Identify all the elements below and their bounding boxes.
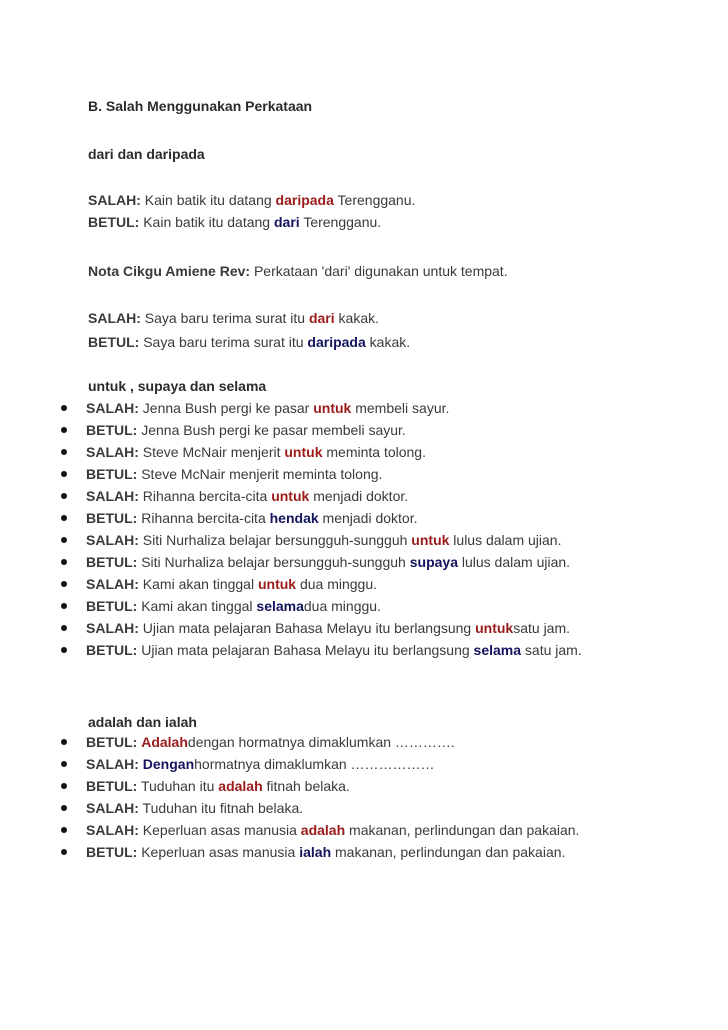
- example-text: makanan, perlindungan dan pakaian.: [335, 844, 566, 860]
- bullet-icon: [61, 805, 67, 811]
- example-text: menjadi doktor.: [322, 510, 418, 526]
- example-text: makanan, perlindungan dan pakaian.: [349, 822, 580, 838]
- list-item: [0, 841, 579, 863]
- label-salah: SALAH:: [86, 822, 139, 838]
- bullet-icon: [61, 581, 67, 587]
- example-text: Jenna Bush pergi ke pasar: [142, 400, 310, 416]
- wrong-word: untuk: [475, 620, 514, 636]
- bullet-icon: [61, 739, 67, 745]
- label-salah: SALAH:: [86, 620, 139, 636]
- label-salah: SALAH:: [86, 532, 139, 548]
- example-text: Ujian mata pelajaran Bahasa Melayu itu berlangsung: [142, 620, 472, 636]
- example-text: lulus dalam ujian.: [461, 554, 571, 570]
- bullet-icon: [61, 405, 67, 411]
- example-text: Tuduhan itu: [140, 778, 215, 794]
- wrong-word: daripada: [275, 192, 334, 208]
- section-title-untuk-supaya-selama: untuk , supaya dan selama: [88, 378, 267, 394]
- right-word: daripada: [307, 334, 366, 350]
- list-item: [0, 753, 579, 775]
- example-text: Saya baru terima surat itu: [144, 310, 306, 326]
- wrong-word: untuk: [411, 532, 450, 548]
- label-betul: BETUL:: [86, 844, 138, 860]
- example-text: Kami akan tinggal: [142, 576, 255, 592]
- example-text: Steve McNair menjerit: [142, 444, 281, 460]
- label-betul: BETUL:: [86, 778, 138, 794]
- wrong-word: untuk: [313, 400, 352, 416]
- list-item: [0, 639, 582, 661]
- label-salah: SALAH:: [86, 444, 139, 460]
- label-betul: BETUL:: [88, 214, 140, 230]
- right-word: hendak: [269, 510, 319, 526]
- wrong-word: Adalah: [141, 734, 188, 750]
- bullet-icon: [61, 761, 67, 767]
- example-text: Jenna Bush pergi ke pasar membeli sayur.: [141, 422, 406, 438]
- label-betul: BETUL:: [86, 554, 138, 570]
- list-item: [0, 397, 582, 419]
- example-text: satu jam.: [524, 642, 582, 658]
- list-item: [0, 463, 582, 485]
- bullet-icon: [61, 449, 67, 455]
- example-text: Ujian mata pelajaran Bahasa Melayu itu berlangsung: [141, 642, 470, 658]
- note-text: Perkataan 'dari' digunakan untuk tempat.: [253, 263, 508, 279]
- right-word: selama: [256, 598, 304, 614]
- bullet-icon: [61, 427, 67, 433]
- label-betul: BETUL:: [86, 642, 138, 658]
- example-text: menjadi doktor.: [313, 488, 409, 504]
- list-item: [0, 617, 582, 639]
- list-item: [0, 419, 582, 441]
- section-title-dari-daripada: dari dan daripada: [88, 146, 205, 162]
- bullet-icon: [61, 783, 67, 789]
- wrong-word: untuk: [271, 488, 310, 504]
- example-text: Kami akan tinggal: [141, 598, 253, 614]
- label-betul: BETUL:: [86, 510, 138, 526]
- label-salah: SALAH:: [88, 192, 141, 208]
- page-heading: B. Salah Menggunakan Perkataan: [88, 98, 313, 114]
- example-text: kakak.: [369, 334, 411, 350]
- wrong-word: untuk: [284, 444, 323, 460]
- example-text: Terengganu.: [303, 214, 382, 230]
- label-salah: SALAH:: [86, 400, 139, 416]
- example-list-adalah: [0, 731, 579, 863]
- section-title-adalah-ialah: adalah dan ialah: [88, 714, 197, 730]
- example-text: Rihanna bercita-cita: [142, 488, 268, 504]
- list-item: [0, 573, 582, 595]
- example-text: Kain batik itu datang: [143, 214, 271, 230]
- example-text: dua minggu.: [303, 598, 381, 614]
- list-item: [0, 595, 582, 617]
- list-item: [0, 797, 579, 819]
- example-text: kakak.: [338, 310, 380, 326]
- list-item: [0, 441, 582, 463]
- list-item: [0, 775, 579, 797]
- bullet-icon: [61, 849, 67, 855]
- example-text: Tuduhan itu fitnah belaka.: [142, 800, 304, 816]
- bullet-icon: [61, 647, 67, 653]
- bullet-icon: [61, 537, 67, 543]
- example-text: membeli sayur.: [355, 400, 450, 416]
- note-label: Nota Cikgu Amiene Rev:: [88, 263, 251, 279]
- wrong-word: untuk: [257, 576, 297, 592]
- example-text: Kain batik itu datang: [144, 192, 272, 208]
- example-text: fitnah belaka.: [266, 778, 350, 794]
- example-text: satu jam.: [513, 620, 571, 636]
- label-betul: BETUL:: [86, 734, 138, 750]
- bullet-icon: [61, 827, 67, 833]
- example-text: dengan hormatnya dimaklumkan ………….: [187, 734, 455, 750]
- right-word: ialah: [299, 844, 332, 860]
- example-text: lulus dalam ujian.: [453, 532, 562, 548]
- label-salah: SALAH:: [86, 576, 139, 592]
- bullet-icon: [61, 515, 67, 521]
- label-betul: BETUL:: [86, 422, 138, 438]
- example-text: hormatnya dimaklumkan ………………: [194, 756, 435, 772]
- example-text: Keperluan asas manusia: [141, 844, 296, 860]
- example-text: meminta tolong.: [326, 444, 426, 460]
- bullet-icon: [61, 625, 67, 631]
- teacher-note: [88, 262, 508, 280]
- right-word: Dengan: [142, 756, 195, 772]
- right-word: selama: [473, 642, 522, 658]
- example-list-untuk: [0, 397, 582, 661]
- bullet-icon: [61, 559, 67, 565]
- wrong-word: dari: [308, 310, 335, 326]
- example-text: Steve McNair menjerit meminta tolong.: [141, 466, 383, 482]
- list-item: [0, 507, 582, 529]
- example-text: Rihanna bercita-cita: [141, 510, 266, 526]
- example-text: Saya baru terima surat itu: [143, 334, 304, 350]
- list-item: [0, 485, 582, 507]
- label-salah: SALAH:: [88, 310, 141, 326]
- example-text: Terengganu.: [337, 192, 416, 208]
- label-betul: BETUL:: [86, 466, 138, 482]
- label-salah: SALAH:: [86, 488, 139, 504]
- list-item: [0, 819, 579, 841]
- right-word: dari: [273, 214, 300, 230]
- label-betul: BETUL:: [88, 334, 140, 350]
- example-salah-1: [88, 191, 415, 209]
- example-betul-2: [88, 333, 410, 351]
- list-item: [0, 529, 582, 551]
- list-item: [0, 551, 582, 573]
- example-text: Siti Nurhaliza belajar bersungguh-sungguh: [141, 554, 406, 570]
- label-salah: SALAH:: [86, 756, 139, 772]
- list-item: [0, 731, 579, 753]
- example-text: Siti Nurhaliza belajar bersungguh-sungguh: [142, 532, 408, 548]
- example-betul-1: [88, 213, 381, 231]
- example-salah-2: [88, 309, 379, 327]
- bullet-icon: [61, 471, 67, 477]
- example-text: dua minggu.: [299, 576, 378, 592]
- label-betul: BETUL:: [86, 598, 138, 614]
- wrong-word: adalah: [218, 778, 263, 794]
- wrong-word: adalah: [300, 822, 346, 838]
- bullet-icon: [61, 493, 67, 499]
- label-salah: SALAH:: [86, 800, 139, 816]
- right-word: supaya: [409, 554, 458, 570]
- bullet-icon: [61, 603, 67, 609]
- example-text: Keperluan asas manusia: [142, 822, 297, 838]
